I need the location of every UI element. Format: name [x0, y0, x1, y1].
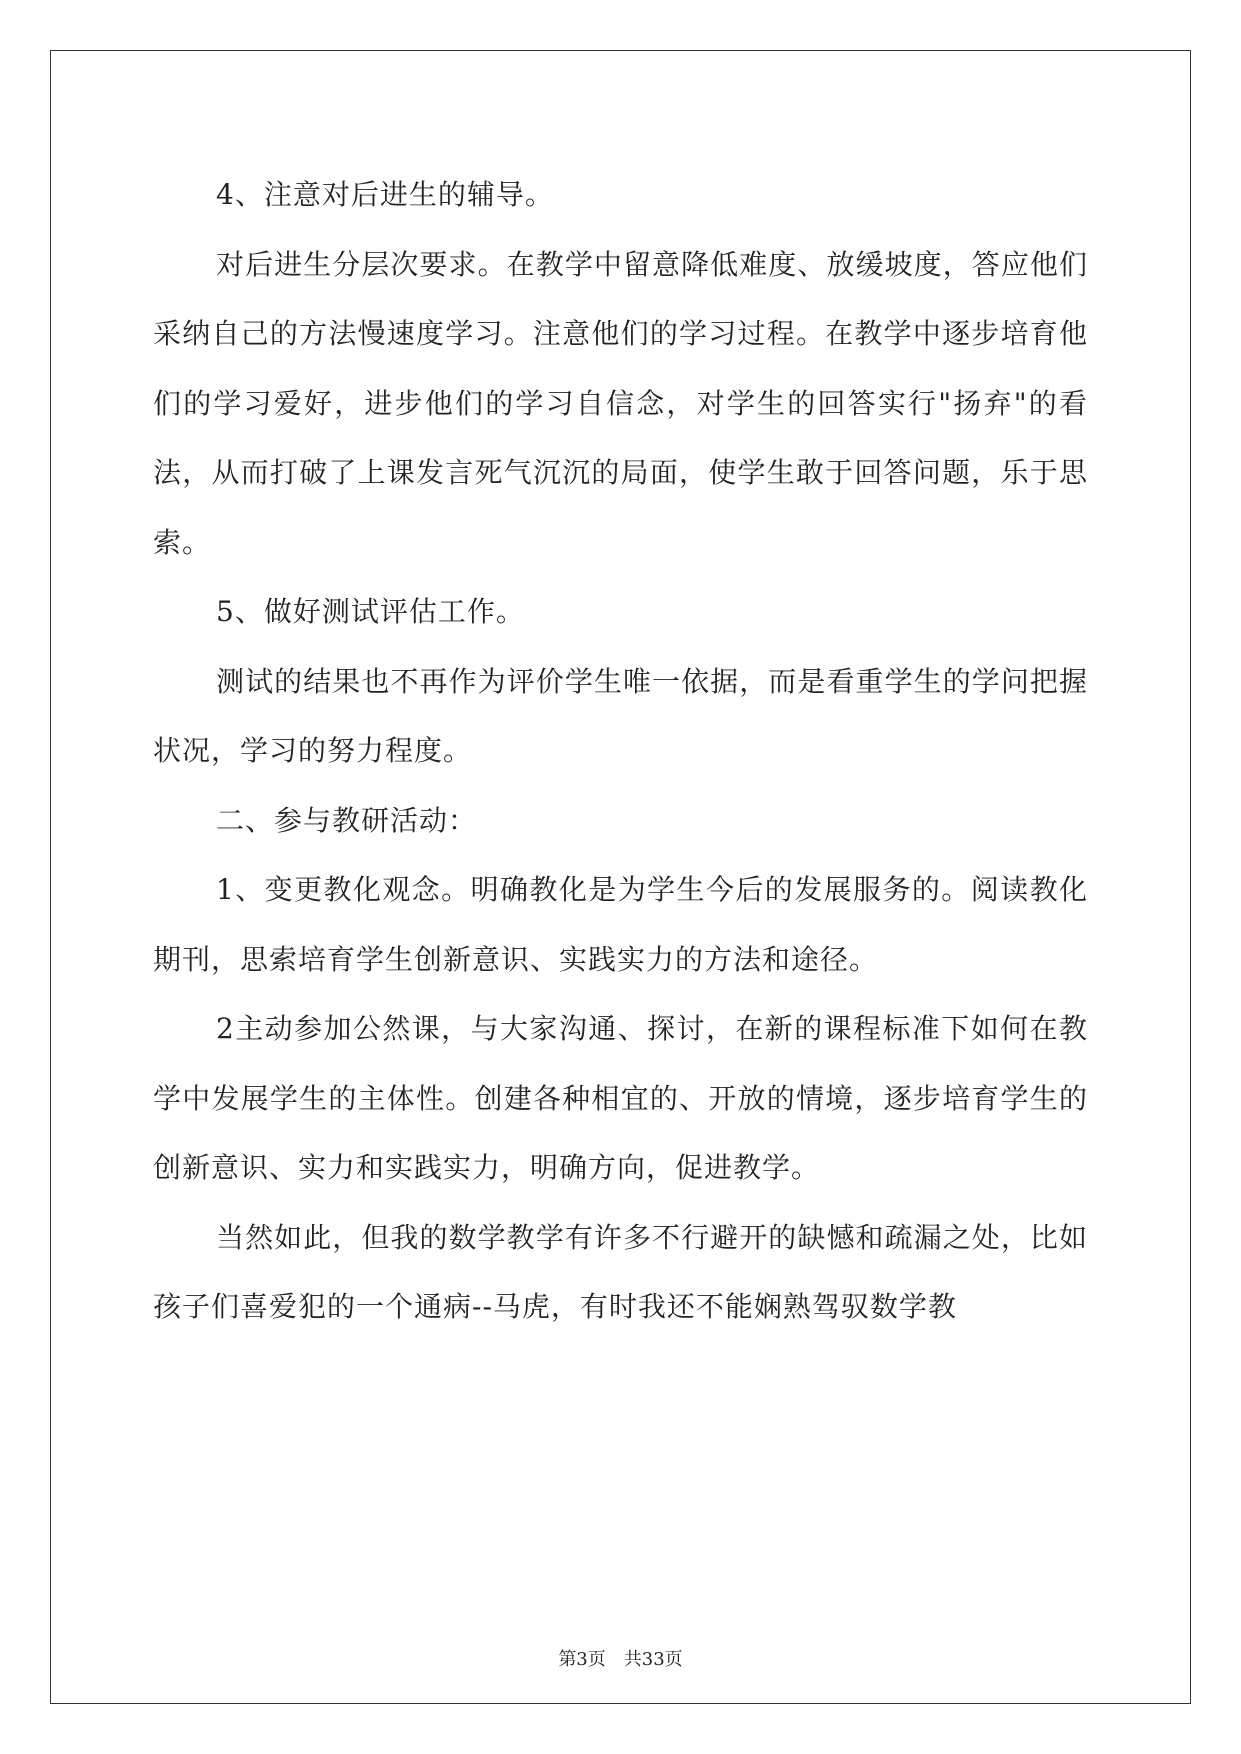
document-body [153, 160, 1088, 1342]
paragraph-5: 二、参与教研活动： [216, 803, 478, 837]
page-number-footer: 第3页 共33页 [558, 1649, 683, 1670]
paragraph-7: 2主动参加公然课，与大家沟通、探讨，在新的课程标准下如何在教学中发展学生的主体性。创建各种相宜的、开放的情境，逐步培育学生的创新意识、实力和实践实力，明确方向，促进教学。 [153, 1012, 1088, 1184]
paragraph-4: 测试的结果也不再作为评价学生唯一依据，而是看重学生的学问把握状况，学习的努力程度。 [153, 664, 1088, 767]
paragraph-8: 当然如此，但我的数学教学有许多不行避开的缺憾和疏漏之处，比如孩子们喜爱犯的一个通病--马虎，有时我还不能娴熟驾驭数学教 [153, 1220, 1088, 1323]
paragraph-6: 1、变更教化观念。明确教化是为学生今后的发展服务的。阅读教化期刊，思索培育学生创新意识、实践实力的方法和途径。 [153, 873, 1088, 976]
paragraph-3: 5、做好测试评估工作。 [216, 595, 525, 628]
paragraph-1: 4、注意对后进生的辅导。 [216, 178, 554, 211]
paragraph-2: 对后进生分层次要求。在教学中留意降低难度、放缓坡度，答应他们采纳自己的方法慢速度学习。注意他们的学习过程。在教学中逐步培育他们的学习爱好，进步他们的学习自信念，对学生的回答实行"扬弃"的看法，从而打破了上课发言死气沉沉的局面，使学生敢于回答问题，乐于思索。 [153, 247, 1088, 559]
